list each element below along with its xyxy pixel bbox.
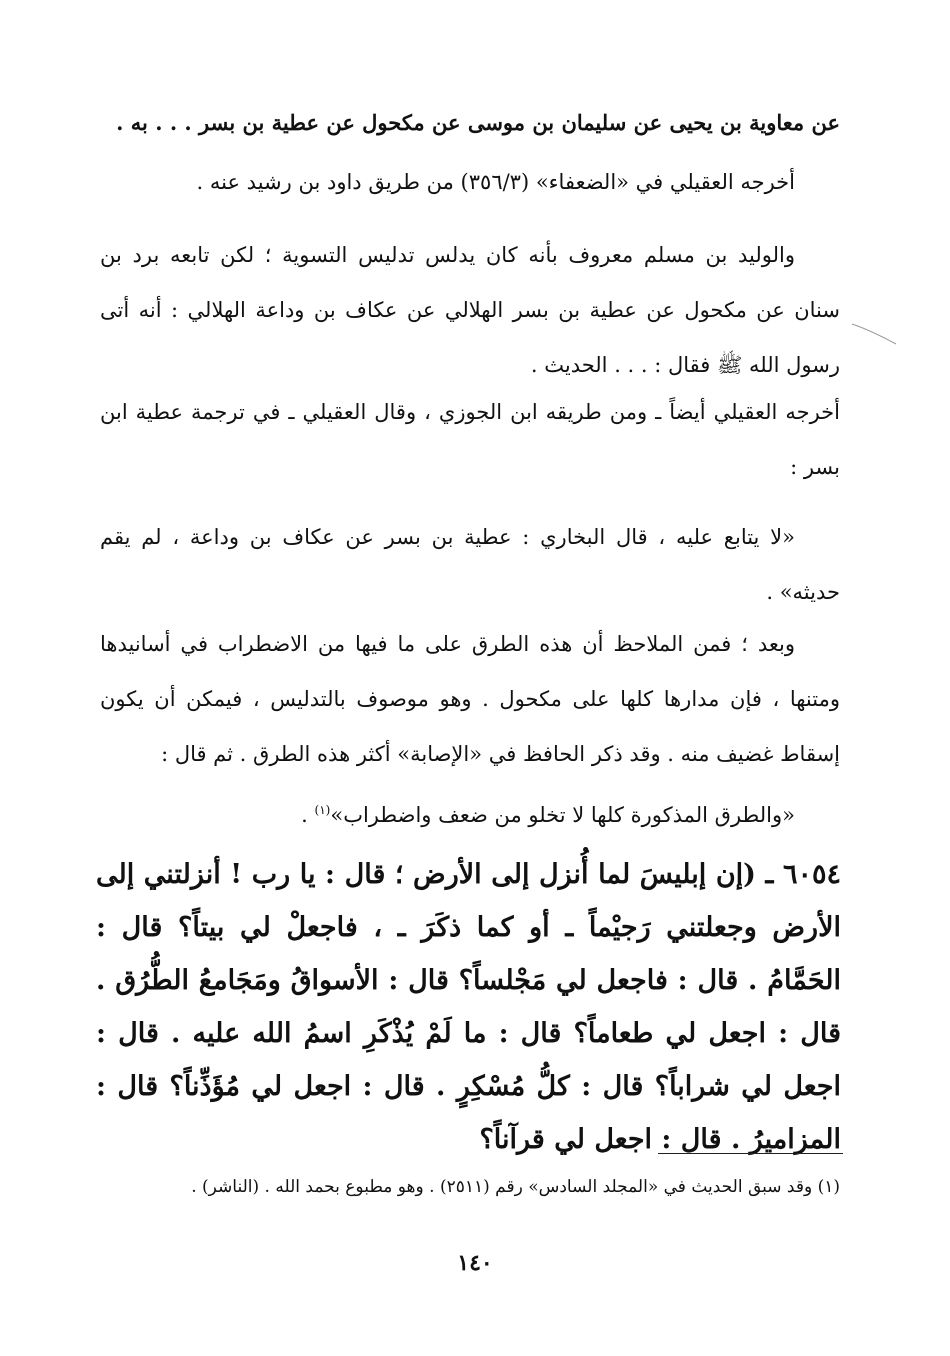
page-number: ١٤٠	[457, 1250, 493, 1276]
footnote-text: (١) وقد سبق الحديث في «المجلد السادس» رقم (٢٥١١) . وهو مطبوع بحمد الله . (الناشر) .	[191, 1177, 840, 1197]
paragraph-isnad	[100, 95, 840, 150]
paragraph-uqayli-also	[100, 385, 840, 495]
paragraph-walid-tadlis-text: والوليد بن مسلم معروف بأنه كان يدلس تدليس التسوية ؛ لكن تابعه برد بن سنان عن مكحول عن عطية بن بسر الهلالي عن عكاف بن وداعة الهلالي : أنه أتى رسول الله ﷺ فقال : . . . الحديث .	[100, 243, 840, 377]
paragraph-uqayli-source	[100, 155, 840, 210]
paragraph-hafiz-quote-text: «والطرق المذكورة كلها لا تخلو من ضعف واضطراب»	[330, 803, 795, 827]
footnote	[100, 1172, 840, 1202]
hadith-entry	[96, 848, 841, 1166]
footnote-divider	[658, 1153, 843, 1154]
paragraph-uqayli-also-text: أخرجه العقيلي أيضاً ـ ومن طريقه ابن الجوزي ، وقال العقيلي ـ في ترجمة عطية ابن بسر :	[100, 400, 840, 479]
paragraph-bukhari-quote	[100, 510, 840, 620]
paragraph-hafiz-quote-end: .	[301, 803, 315, 827]
margin-pen-mark	[850, 318, 900, 348]
paragraph-uqayli-source-text: أخرجه العقيلي في «الضعفاء» (٣٥٦/٣) من طريق داود بن رشيد عنه .	[196, 170, 795, 194]
paragraph-hafiz-quote	[100, 783, 840, 843]
paragraph-conclusion-text: وبعد ؛ فمن الملاحظ أن هذه الطرق على ما فيها من الاضطراب في أسانيدها ومتنها ، فإن مدارها كلها على مكحول . وهو موصوف بالتدليس ، فيمكن أن يكون إسقاط غضيف منه . وقد ذكر الحافظ في «الإصابة» أكثر هذه الطرق . ثم قال :	[100, 632, 840, 766]
footnote-reference: (١)	[314, 803, 331, 817]
hadith-text: ٦٠٥٤ ـ (إن إبليسَ لما أُنزل إلى الأرض ؛ قال : يا رب ! أنزلتني إلى الأرض وجعلتني رَجيْماً ـ أو كما ذكَرَ ـ ، فاجعلْ لي بيتاً؟ قال : الحَمَّامُ . قال : فاجعل لي مَجْلساً؟ قال : الأسواقُ ومَجَامعُ الطُّرُق . قال : اجعل لي طعاماً؟ قال : ما لَمْ يُذْكَرِ اسمُ الله عليه . قال : اجعل لي شراباً؟ قال : كلُّ مُسْكِرٍ . قال : اجعل لي مُؤَذِّناً؟ قال : المزاميرُ . قال : اجعل لي قرآناً؟	[96, 859, 841, 1155]
paragraph-bukhari-quote-text: «لا يتابع عليه ، قال البخاري : عطية بن بسر عن عكاف بن وداعة ، لم يقم حديثه» .	[100, 525, 840, 604]
paragraph-isnad-text: عن معاوية بن يحيى عن سليمان بن موسى عن مكحول عن عطية بن بسر . . . به .	[116, 110, 840, 135]
paragraph-conclusion	[100, 617, 840, 782]
paragraph-walid-tadlis	[100, 228, 840, 393]
